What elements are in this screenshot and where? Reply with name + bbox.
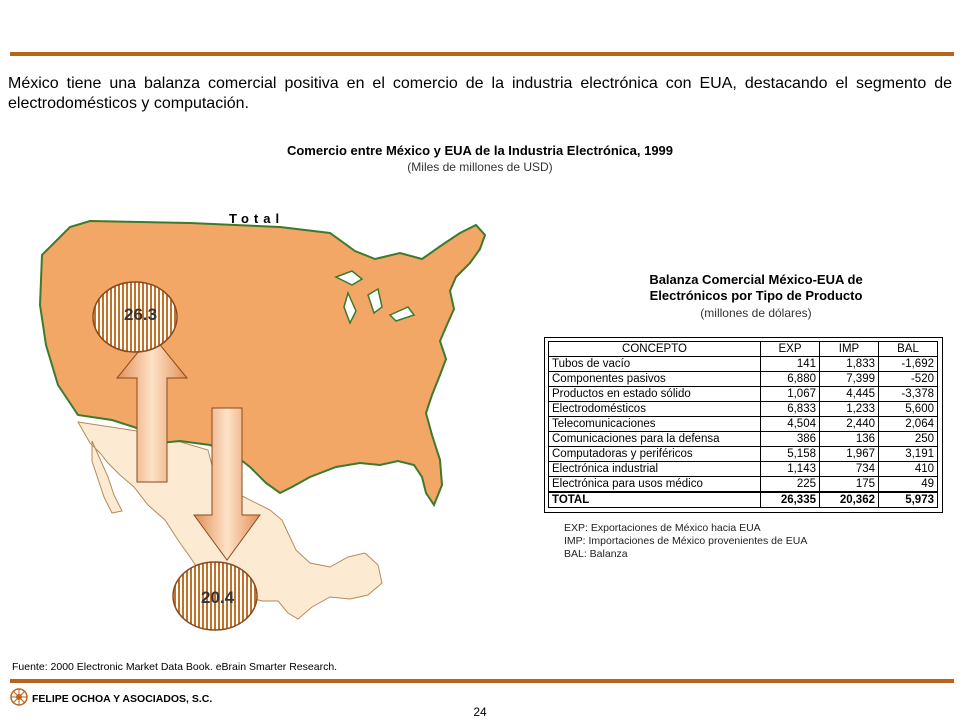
header-concepto: CONCEPTO — [549, 342, 761, 357]
table-row — [549, 387, 938, 402]
cell-concepto: Tubos de vacío — [549, 357, 761, 372]
header-exp: EXP — [761, 342, 820, 357]
cell-concepto: Componentes pasivos — [549, 372, 761, 387]
table-row — [549, 477, 938, 493]
trade-table-frame — [544, 337, 943, 513]
mexico-import-value: 20.4 — [201, 588, 235, 607]
cell-imp: 1,233 — [820, 402, 879, 417]
table-row — [549, 447, 938, 462]
cell-exp: 386 — [761, 432, 820, 447]
cell-bal: 5,600 — [879, 402, 938, 417]
cell-exp: 1,143 — [761, 462, 820, 477]
cell-imp: 2,440 — [820, 417, 879, 432]
chart-title: Comercio entre México y EUA de la Industria Electrónica, 1999 — [286, 143, 674, 158]
chart-subtitle: (Miles de millones de USD) — [407, 160, 553, 174]
cell-concepto: Comunicaciones para la defensa — [549, 432, 761, 447]
cell-bal: 49 — [879, 477, 938, 493]
cell-concepto: Electrónica industrial — [549, 462, 761, 477]
header-bal: BAL — [879, 342, 938, 357]
table-row — [549, 417, 938, 432]
cell-concepto: Telecomunicaciones — [549, 417, 761, 432]
table-row — [549, 372, 938, 387]
table-title-line-1: Balanza Comercial México-EUA de — [649, 272, 863, 287]
table-units: (millones de dólares) — [700, 306, 812, 320]
legend-exp: EXP: Exportaciones de México hacia EUA — [564, 522, 761, 534]
source-note: Fuente: 2000 Electronic Market Data Book. eBrain Smarter Research. — [12, 661, 338, 673]
cell-exp: 5,158 — [761, 447, 820, 462]
cell-exp: 225 — [761, 477, 820, 493]
cell-exp: 6,880 — [761, 372, 820, 387]
cell-imp: 175 — [820, 477, 879, 493]
table-header-row — [549, 342, 938, 357]
table-row — [549, 402, 938, 417]
cell-bal: 2,064 — [879, 417, 938, 432]
headline-text: México tiene una balanza comercial positiva en el comercio de la industria electrónica con EUA, destacando el segmento de electrodomésticos y computación. — [8, 75, 952, 112]
cell-imp: 1,833 — [820, 357, 879, 372]
cell-bal: 3,191 — [879, 447, 938, 462]
cell-imp: 734 — [820, 462, 879, 477]
table-total-row — [549, 492, 938, 508]
table-title-line-2: Electrónicos por Tipo de Producto — [649, 288, 863, 303]
top-rule — [10, 52, 954, 56]
cell-bal: 250 — [879, 432, 938, 447]
trade-balance-table — [548, 341, 938, 508]
cell-imp: 1,967 — [820, 447, 879, 462]
bottom-rule — [10, 679, 954, 683]
footer-company-name: FELIPE OCHOA Y ASOCIADOS, S.C. — [32, 693, 213, 705]
cell-concepto: Productos en estado sólido — [549, 387, 761, 402]
cell-total-exp: 26,335 — [761, 492, 820, 508]
table-row — [549, 432, 938, 447]
cell-exp: 141 — [761, 357, 820, 372]
cell-concepto: Electrónica para usos médico — [549, 477, 761, 493]
page-number: 24 — [473, 705, 487, 719]
map-total-label: Total — [229, 211, 285, 226]
cell-imp: 4,445 — [820, 387, 879, 402]
usa-shape — [40, 221, 485, 505]
cell-imp: 7,399 — [820, 372, 879, 387]
legend-bal: BAL: Balanza — [564, 548, 628, 560]
company-logo-icon — [10, 688, 28, 706]
north-america-map — [30, 215, 505, 645]
cell-exp: 6,833 — [761, 402, 820, 417]
cell-concepto: Electrodomésticos — [549, 402, 761, 417]
usa-export-value: 26.3 — [124, 305, 158, 324]
cell-total-bal: 5,973 — [879, 492, 938, 508]
cell-exp: 4,504 — [761, 417, 820, 432]
cell-total-label: TOTAL — [549, 492, 761, 508]
cell-exp: 1,067 — [761, 387, 820, 402]
cell-bal: -3,378 — [879, 387, 938, 402]
cell-bal: -520 — [879, 372, 938, 387]
cell-bal: -1,692 — [879, 357, 938, 372]
table-title — [580, 272, 932, 304]
table-legend — [564, 522, 807, 561]
cell-bal: 410 — [879, 462, 938, 477]
header-imp: IMP — [820, 342, 879, 357]
table-row — [549, 462, 938, 477]
table-row — [549, 357, 938, 372]
cell-concepto: Computadoras y periféricos — [549, 447, 761, 462]
cell-imp: 136 — [820, 432, 879, 447]
cell-total-imp: 20,362 — [820, 492, 879, 508]
legend-imp: IMP: Importaciones de México provenientes de EUA — [564, 535, 808, 547]
